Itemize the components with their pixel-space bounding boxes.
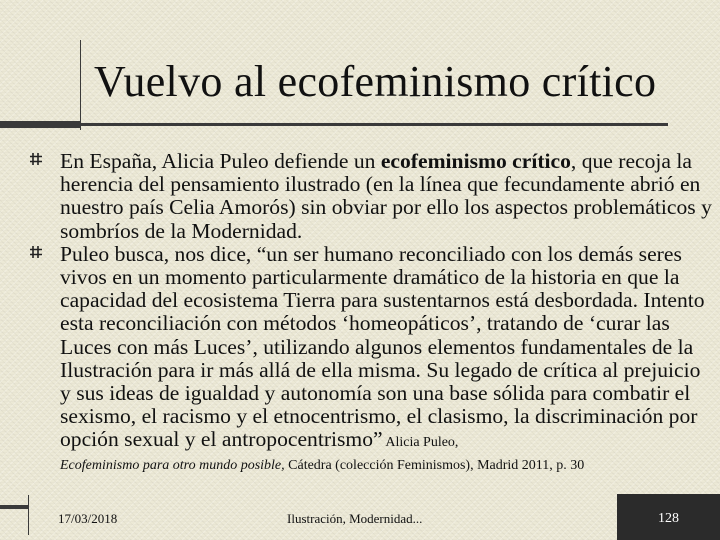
title-rule	[80, 123, 668, 126]
footer-vertical-rule	[28, 495, 29, 535]
hash-bullet-icon	[30, 246, 42, 258]
title-vertical-rule	[80, 40, 81, 130]
page-number: 128	[658, 511, 679, 526]
hash-bullet-icon	[30, 153, 42, 165]
slide-content	[30, 150, 714, 477]
bullet-text: , que recoja la herencia del pensamiento ilustrado (en la línea que fecundamente abrió en nuestro país Celia Amorós) sin obviar por ello los aspectos problemáticos y sombríos de la Modernidad.	[60, 149, 712, 243]
bullet-item	[30, 150, 714, 243]
bullet-item	[30, 243, 714, 455]
footer-rule	[0, 505, 28, 509]
bullet-text: Puleo busca, nos dice, “un ser humano reconciliado con los demás seres vivos en un momento particularmente dramático de la historia en que la capacidad del ecosistema Tierra para sustentarnos está desbordada. Intento esta reconciliación con métodos ‘homeopáticos’, tratando de ‘curar las Luces con más Luces’, utilizando algunos elementos fundamentales de la Ilustración para ir más allá de ella misma. Su legado de crítica al prejuicio y sus ideas de igualdad y autonomía son una base sólida para combatir el sexismo, el racismo y el etnocentrismo, el clasismo, la discriminación por opción sexual y el antropocentrismo”	[60, 241, 705, 452]
citation	[30, 455, 714, 477]
bullet-bold-text: ecofeminismo crítico	[380, 149, 571, 173]
bullet-text: En España, Alicia Puleo defiende un	[60, 149, 381, 173]
page-number-box	[617, 494, 720, 540]
footer-title: Ilustración, Modernidad...	[287, 511, 423, 526]
citation-details: Cátedra (colección Feminismos), Madrid 2011, p. 30	[284, 457, 585, 473]
title-rule-thick	[0, 121, 80, 128]
citation-author: Alicia Puleo,	[382, 435, 459, 451]
footer-date: 17/03/2018	[58, 511, 118, 526]
citation-book: Ecofeminismo para otro mundo posible,	[60, 457, 285, 473]
slide-title: Vuelvo al ecofeminismo crítico	[94, 57, 657, 106]
